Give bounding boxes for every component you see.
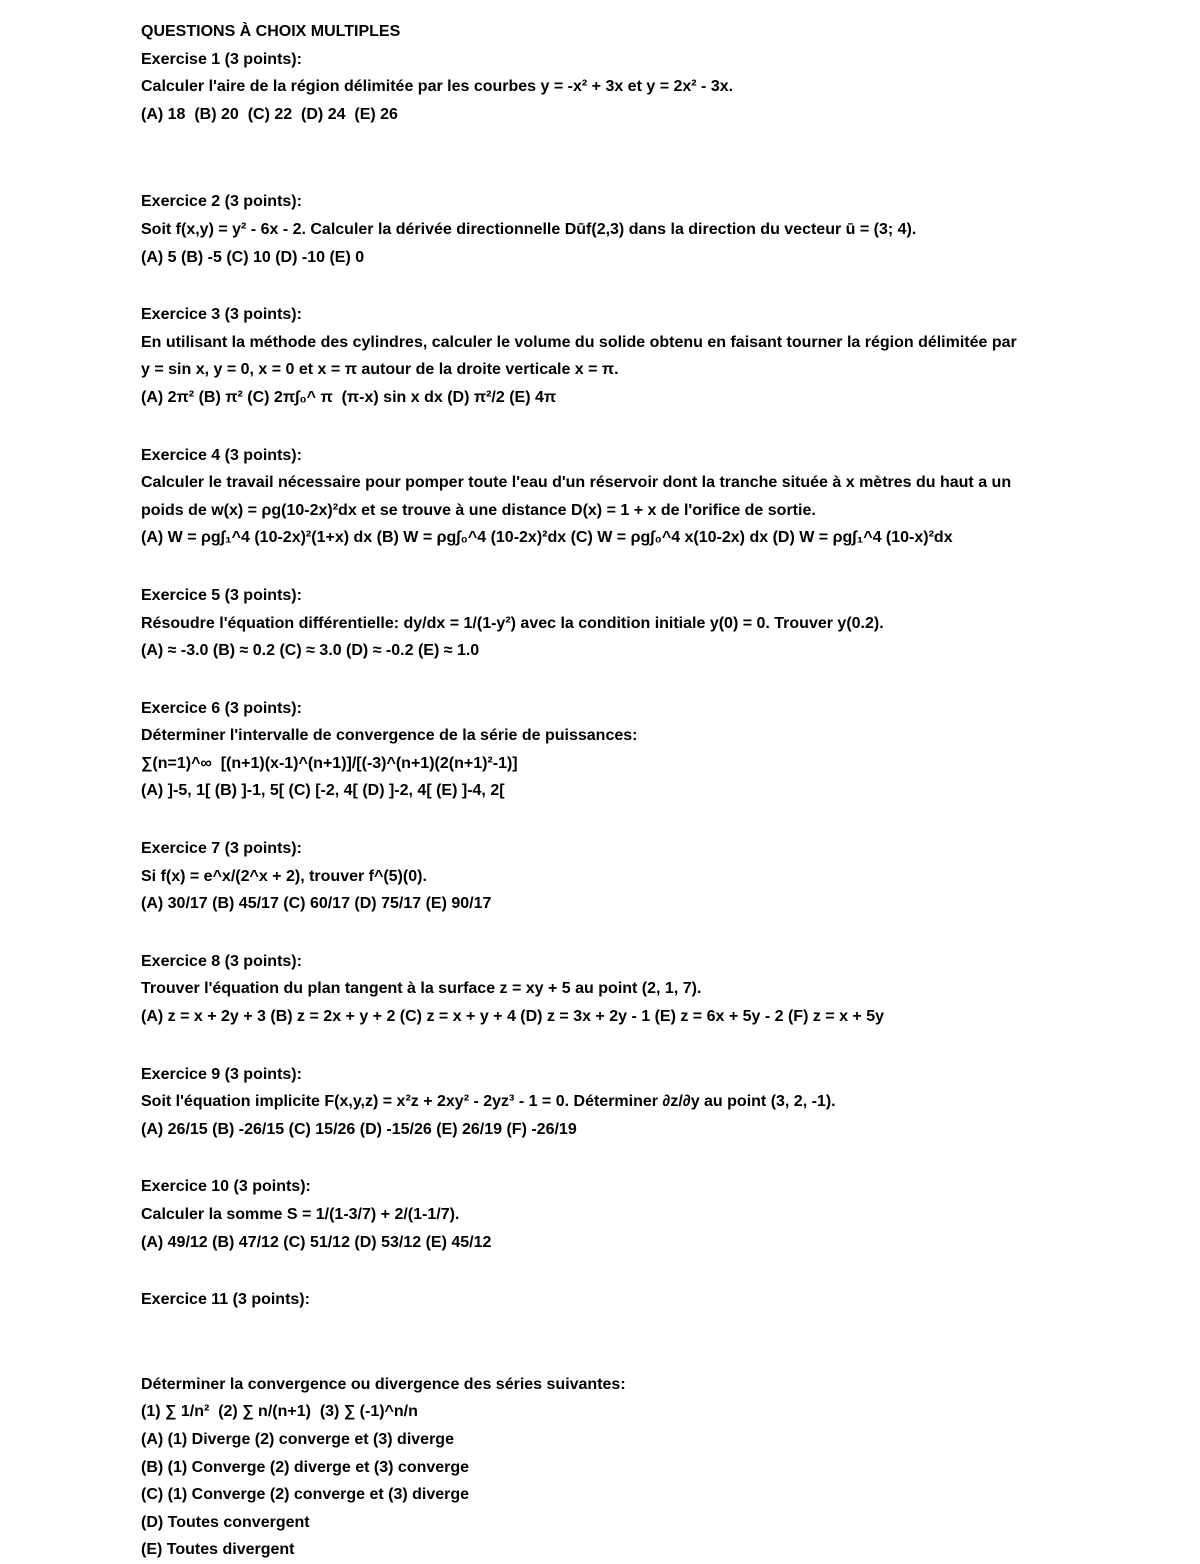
exercise-choices: (A) ≈ -3.0 (B) ≈ 0.2 (C) ≈ 3.0 (D) ≈ -0.2 (E) ≈ 1.0 [141,642,480,660]
exercise-11 [141,1286,1140,1564]
exercise-heading: Exercice 2 (3 points): [141,193,302,211]
exercise-3 [141,301,1140,411]
exercise-question-line-2: y = sin x, y = 0, x = 0 et x = π autour de la droite verticale x = π. [141,361,619,379]
exercise-choice-c: (C) (1) Converge (2) converge et (3) diverge [141,1486,470,1504]
exercise-choices: (A) z = x + 2y + 3 (B) z = 2x + y + 2 (C) z = x + y + 4 (D) z = 3x + 2y - 1 (E) z = 6x + 5y - 2 (F) z = x + 5y [141,1008,885,1026]
exercise-question: Soit f(x,y) = y² - 6x - 2. Calculer la dérivée directionnelle Dūf(2,3) dans la direction du vecteur ū = (3; 4). [141,220,917,238]
exercise-choices: (A) 26/15 (B) -26/15 (C) 15/26 (D) -15/26 (E) 26/19 (F) -26/19 [141,1120,577,1138]
exercise-heading: Exercice 6 (3 points): [141,699,302,717]
exercise-1 [141,46,1140,129]
exercise-question: Calculer la somme S = 1/(1-3/7) + 2/(1-1/7). [141,1206,460,1223]
exercise-choices: (A) ]-5, 1[ (B) ]-1, 5[ (C) [-2, 4[ (D) ]-2, 4[ (E) ]-4, 2[ [141,782,505,800]
exercise-question-line-1: Calculer le travail nécessaire pour pomper toute l'eau d'un réservoir dont la tranche située à x mètres du haut a un [141,474,1012,492]
exercise-6 [141,695,1140,805]
exercise-choices: (A) 49/12 (B) 47/12 (C) 51/12 (D) 53/12 (E) 45/12 [141,1233,492,1251]
exercise-question-line-2: (1) ∑ 1/n² (2) ∑ n/(n+1) (3) ∑ (-1)^n/n [141,1403,418,1421]
exercise-heading: Exercice 7 (3 points): [141,840,302,858]
exercise-choices: (A) 2π² (B) π² (C) 2π∫₀^ π (π-x) sin x dx (D) π²/2 (E) 4π [141,388,557,406]
exercise-7 [141,835,1140,918]
exercise-heading: Exercise 1 (3 points): [141,50,302,68]
exercise-choices: (A) 18 (B) 20 (C) 22 (D) 24 (E) 26 [141,105,398,123]
exercise-question: Soit l'équation implicite F(x,y,z) = x²z + 2xy² - 2yz³ - 1 = 0. Déterminer ∂z/∂y au point (3, 2, -1). [141,1093,836,1111]
exercise-heading: Exercice 10 (3 points): [141,1178,311,1196]
exercise-2 [141,188,1140,271]
exercise-question-line-1: En utilisant la méthode des cylindres, calculer le volume du solide obtenu en faisant tourner la région délimitée par [141,333,1017,351]
exercise-question: Calculer l'aire de la région délimitée par les courbes y = -x² + 3x et y = 2x² - 3x. [141,78,734,96]
exercise-choices: (A) 5 (B) -5 (C) 10 (D) -10 (E) 0 [141,248,365,266]
exercise-question: Résoudre l'équation différentielle: dy/dx = 1/(1-y²) avec la condition initiale y(0) = 0. Trouver y(0.2). [141,614,884,632]
exercise-heading: Exercice 9 (3 points): [141,1065,302,1083]
exercise-heading: Exercice 5 (3 points): [141,586,302,604]
exercise-question-line-2: poids de w(x) = ρg(10-2x)²dx et se trouve à une distance D(x) = 1 + x de l'orifice de sortie. [141,501,816,519]
exercise-heading: Exercice 4 (3 points): [141,446,302,464]
exercise-4 [141,442,1140,552]
exercise-choice-d: (D) Toutes convergent [141,1513,310,1531]
exercise-heading: Exercice 3 (3 points): [141,306,302,324]
exercise-choice-b: (B) (1) Converge (2) diverge et (3) converge [141,1458,470,1476]
exercise-choices: (A) W = ρg∫₁^4 (10-2x)²(1+x) dx (B) W = ρg∫₀^4 (10-2x)²dx (C) W = ρg∫₀^4 x(10-2x) dx (D) W = ρg∫₁^4 (10-x)²dx [141,529,953,547]
exercise-question-line-1: Déterminer l'intervalle de convergence de la série de puissances: [141,727,638,745]
exercise-choice-a: (A) (1) Diverge (2) converge et (3) diverge [141,1430,454,1448]
exercise-10 [141,1173,1140,1256]
document-title: QUESTIONS À CHOIX MULTIPLES [141,23,401,40]
exercise-question-line-1: Déterminer la convergence ou divergence des séries suivantes: [141,1375,626,1393]
exercise-5 [141,582,1140,665]
exercise-heading: Exercice 11 (3 points): [141,1291,310,1309]
exercise-question: Si f(x) = e^x/(2^x + 2), trouver f^(5)(0). [141,867,427,885]
exercise-8 [141,948,1140,1031]
exercise-heading: Exercice 8 (3 points): [141,952,302,970]
exercise-choices: (A) 30/17 (B) 45/17 (C) 60/17 (D) 75/17 (E) 90/17 [141,895,492,913]
exercise-9 [141,1061,1140,1144]
exercise-question-line-2: ∑(n=1)^∞ [(n+1)(x-1)^(n+1)]/[(-3)^(n+1)(2(n+1)²-1)] [141,754,518,772]
exercise-choice-e: (E) Toutes divergent [141,1541,295,1559]
exercise-question: Trouver l'équation du plan tangent à la surface z = xy + 5 au point (2, 1, 7). [141,980,702,998]
